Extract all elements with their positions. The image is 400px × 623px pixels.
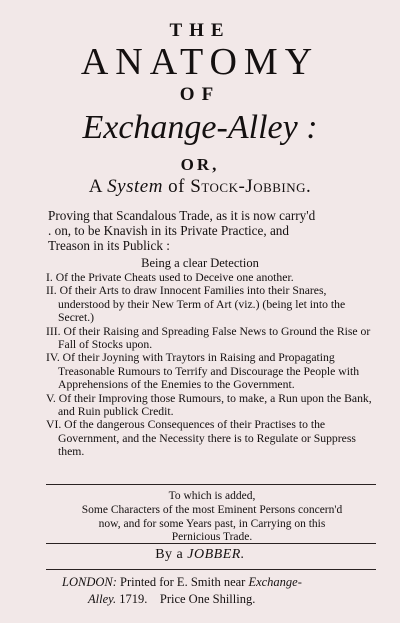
added-line-4: Pernicious Trade. <box>171 531 253 544</box>
divider-rule <box>46 484 376 485</box>
byline-name: JOBBER. <box>187 547 245 562</box>
imprint <box>62 574 362 608</box>
subtitle-of: of <box>162 176 191 197</box>
imprint-alley: Alley. <box>88 592 117 606</box>
list-item: V. Of their Improving those Rumours, to make, a Run upon the Bank, and Ruin publick Credit. <box>46 391 372 419</box>
added-line-2: Some Characters of the most Eminent Persons concern'd <box>81 503 343 516</box>
list-item: II. Of their Arts to draw Innocent Families into their Snares, understood by their New Term of Art (viz.) (being let into the Secret.) <box>46 284 346 325</box>
title-anatomy: ANATOMY <box>80 41 320 83</box>
title-the: THE <box>169 20 231 41</box>
title-exchange-alley: Exchange-Alley : <box>82 109 318 146</box>
added-line-3: now, and for some Years past, in Carrying on this <box>98 517 326 530</box>
imprint-place: LONDON: <box>62 575 117 589</box>
proving-line-2: . on, to be Knavish in its Private Practice, and <box>48 223 289 238</box>
subtitle-system <box>0 176 400 198</box>
subtitle-stock-jobbing: Stock-Jobbing. <box>190 176 312 197</box>
subtitle-a: A <box>88 176 108 197</box>
subtitle-system-word: System <box>107 176 163 197</box>
proving-paragraph <box>48 208 378 253</box>
title-or: OR, <box>180 155 220 174</box>
imprint-printed: Printed for E. Smith near <box>116 575 249 589</box>
imprint-price: Price One Shilling. <box>147 592 256 606</box>
imprint-street: Exchange- <box>248 575 302 589</box>
list-item: VI. Of the dangerous Consequences of their Practises to the Government, and the Necessity there is to Regulate or Suppress them. <box>46 418 356 459</box>
proving-line-1: Proving that Scandalous Trade, as it is now carry'd <box>48 208 316 223</box>
divider-rule <box>46 569 376 570</box>
title-of: OF <box>179 84 221 105</box>
detection-list <box>46 271 378 459</box>
imprint-year: 1719. <box>116 592 148 606</box>
detection-heading: Being a clear Detection <box>141 256 259 270</box>
list-item: III. Of their Raising and Spreading False News to Ground the Rise or Fall of Stocks upon. <box>46 324 371 352</box>
author-byline <box>0 547 400 563</box>
list-item: I. Of the Private Cheats used to Deceive one another. <box>46 271 294 284</box>
imprint-line-1 <box>62 574 362 591</box>
divider-rule <box>46 543 376 544</box>
added-section <box>52 490 372 545</box>
added-line-1: To which is added, <box>168 490 256 502</box>
byline-by: By a <box>155 547 188 562</box>
imprint-line-2 <box>62 591 362 608</box>
list-item: IV. Of their Joyning with Traytors in Raising and Propagating Treasonable Rumours to Terrify and Discourage the People with Apprehensions of the Enemies to the Government. <box>46 351 360 392</box>
proving-line-3: Treason in its Publick : <box>48 238 170 253</box>
